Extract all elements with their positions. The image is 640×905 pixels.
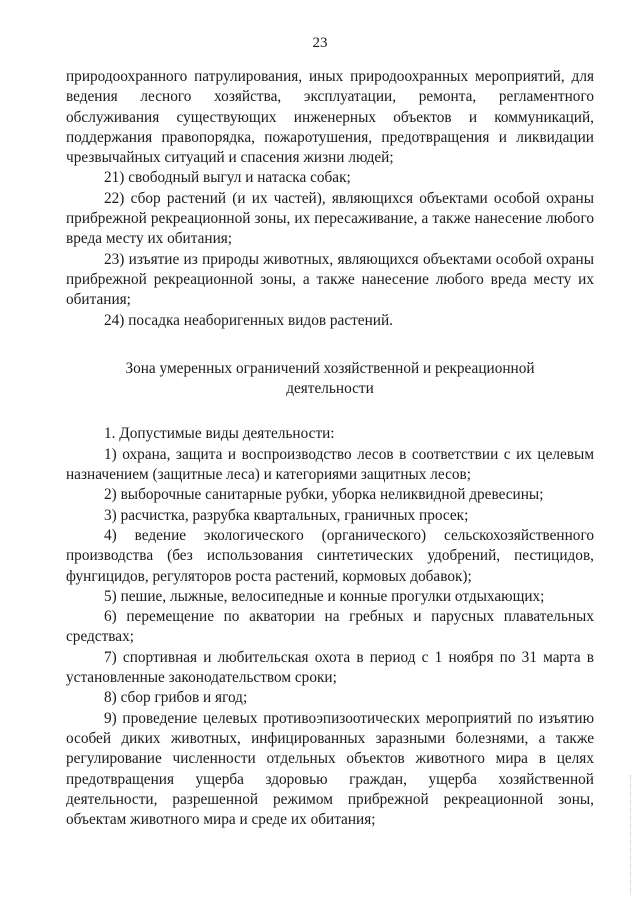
list-item: 21) свободный выгул и натаска собак;: [104, 169, 351, 187]
list-item: 3) расчистка, разрубка квартальных, граничных просек;: [104, 506, 469, 524]
spacer: [66, 331, 594, 359]
list-item: 24) посадка неаборигенных видов растений.: [104, 311, 393, 329]
spacer: [66, 399, 594, 424]
page-number: 23: [312, 35, 328, 51]
list-item: 5) пешие, лыжные, велосипедные и конные прогулки отдыхающих;: [104, 587, 545, 605]
zone-heading-line-1: Зона умеренных ограничений хозяйственной и рекреационной: [125, 359, 535, 377]
list-item: 4) ведение экологического (органического) сельскохозяйственного производства (без использования синтетических удобрений, пестицидов, фунгицидов, регуляторов роста растений, кормовых добавок);: [66, 526, 594, 585]
list-item: 22) сбор растений (и их частей), являющихся объектами особой охраны прибрежной рекреационной зоны, их пересаживание, а также нанесение любого вреда месту их обитания;: [66, 189, 594, 248]
paragraph-continuation: природоохранного патрулирования, иных природоохранных мероприятий, для ведения лесного хозяйства, эксплуатации, ремонта, регламентного обслуживания существующих инженерных объектов и коммуникаций, поддержания правопорядка, пожаротушения, предотвращения и ликвидации чрезвычайных ситуаций и спасения жизни людей;: [66, 68, 594, 167]
document-body: [66, 67, 594, 830]
list-item: 8) сбор грибов и ягод;: [104, 689, 248, 707]
zone-heading: [66, 359, 594, 400]
scan-edge-mark: [630, 775, 635, 895]
list-item: 7) спортивная и любительская охота в период с 1 ноября по 31 марта в установленные законодательством сроки;: [66, 648, 594, 687]
list-item: 1) охрана, защита и воспроизводство лесов в соответствии с их целевым назначением (защитные леса) и категориями защитных лесов;: [66, 445, 594, 484]
list-item: 9) проведение целевых противоэпизоотических мероприятий по изъятию особей диких животных, инфицированных заразными болезнями, а также регулирование численности отдельных объектов животного мира в целях предотвращения ущерба здоровью граждан, ущерба хозяйственной деятельности, разрешенной режимом прибрежной рекреационной зоны, объектам животного мира и среде их обитания;: [66, 709, 594, 829]
list-item: 23) изъятие из природы животных, являющихся объектами особой охраны прибрежной рекреационной зоны, а также нанесение любого вреда месту их обитания;: [66, 250, 594, 309]
list-item: 2) выборочные санитарные рубки, уборка неликвидной древесины;: [104, 486, 544, 504]
section-title: 1. Допустимые виды деятельности:: [104, 425, 335, 443]
list-item: 6) перемещение по акватории на гребных и парусных плавательных средствах;: [66, 608, 594, 646]
zone-heading-line-2: деятельности: [286, 380, 374, 398]
